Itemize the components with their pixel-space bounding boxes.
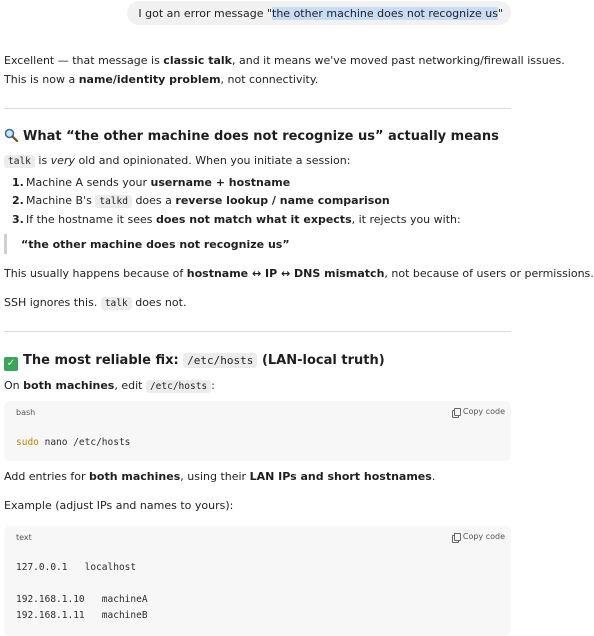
code-text: nano /etc/hosts bbox=[38, 437, 131, 448]
text: This usually happens because of bbox=[4, 267, 187, 280]
code-block-text bbox=[4, 526, 511, 636]
code-line: 192.168.1.11 machineB bbox=[16, 610, 148, 621]
user-message-suffix: " bbox=[497, 6, 503, 20]
intro-bold: name/identity problem bbox=[78, 73, 221, 86]
divider bbox=[4, 108, 511, 109]
code-block-bash bbox=[4, 401, 511, 461]
text: . bbox=[431, 470, 436, 483]
list-number: 1. bbox=[12, 176, 24, 189]
intro-bold: classic talk bbox=[163, 54, 232, 67]
bold-text: hostname ↔ IP ↔ DNS mismatch bbox=[186, 267, 385, 280]
code-line: 127.0.0.1 localhost bbox=[16, 562, 137, 573]
section-heading-fix bbox=[4, 352, 385, 371]
intro-text: This is now a bbox=[4, 73, 79, 86]
copy-icon bbox=[452, 408, 460, 416]
text: is bbox=[34, 154, 51, 167]
text: , edit bbox=[114, 379, 146, 392]
bold-text: does not match what it expects bbox=[155, 213, 352, 226]
text: If the hostname it sees bbox=[26, 213, 156, 226]
text: : bbox=[211, 379, 215, 392]
list-number: 3. bbox=[12, 213, 24, 226]
bold-text: reverse lookup / name comparison bbox=[175, 194, 390, 207]
text: Machine A sends your bbox=[26, 176, 151, 189]
copy-code-label: Copy code bbox=[462, 407, 505, 416]
text: does a bbox=[131, 194, 176, 207]
text: does not. bbox=[131, 296, 187, 309]
section-heading-meaning bbox=[4, 128, 499, 145]
intro-text: , not connectivity. bbox=[220, 73, 319, 86]
talk-description bbox=[4, 154, 350, 169]
code-line bbox=[16, 435, 130, 451]
inline-code: /etc/hosts bbox=[183, 353, 257, 368]
code-keyword: sudo bbox=[16, 437, 39, 448]
copy-code-button[interactable] bbox=[452, 407, 505, 416]
bold-text: LAN IPs and short hostnames bbox=[249, 470, 432, 483]
text: old and opinionated. When you initiate a session: bbox=[74, 154, 351, 167]
user-message-highlight: the other machine does not recognize us bbox=[272, 6, 498, 20]
text: Add entries for bbox=[4, 470, 90, 483]
intro-text: , and it means we've moved past networking/firewall issues. bbox=[232, 54, 565, 67]
copy-code-button[interactable] bbox=[452, 532, 505, 541]
list-item bbox=[12, 213, 461, 227]
user-message-prefix: I got an error message " bbox=[138, 6, 273, 20]
list-number: 2. bbox=[12, 194, 24, 207]
error-quote: “the other machine does not recognize us” bbox=[4, 234, 290, 254]
cause-paragraph bbox=[4, 267, 594, 281]
section-heading-text: (LAN-local truth) bbox=[257, 353, 385, 368]
inline-code: /etc/hosts bbox=[146, 380, 211, 393]
intro-text: Excellent — that message is bbox=[4, 54, 164, 67]
ssh-paragraph bbox=[4, 296, 186, 311]
intro-line-1 bbox=[4, 54, 565, 68]
add-entries-paragraph bbox=[4, 470, 435, 484]
code-language-label: text bbox=[16, 533, 32, 542]
check-mark-icon: ✓ bbox=[4, 357, 18, 371]
intro-line-2 bbox=[4, 73, 318, 87]
text: On bbox=[4, 379, 24, 392]
copy-icon bbox=[452, 533, 460, 541]
magnifier-icon bbox=[4, 128, 18, 142]
bold-text: both machines bbox=[23, 379, 115, 392]
code-language-label: bash bbox=[16, 408, 36, 417]
text: , it rejects you with: bbox=[351, 213, 461, 226]
bold-text: both machines bbox=[89, 470, 181, 483]
list-item bbox=[12, 194, 390, 209]
example-paragraph: Example (adjust IPs and names to yours): bbox=[4, 499, 234, 512]
inline-code: talk bbox=[101, 297, 132, 310]
italic-text: very bbox=[50, 154, 75, 167]
code-line: 192.168.1.10 machineA bbox=[16, 594, 148, 605]
inline-code: talk bbox=[4, 155, 35, 168]
list-item bbox=[12, 176, 290, 190]
text: , using their bbox=[180, 470, 250, 483]
user-message-bubble bbox=[127, 1, 511, 25]
copy-code-label: Copy code bbox=[462, 532, 505, 541]
bold-text: username + hostname bbox=[150, 176, 291, 189]
text: SSH ignores this. bbox=[4, 296, 101, 309]
text: , not because of users or permissions. bbox=[384, 267, 594, 280]
section-heading-text: The most reliable fix: bbox=[23, 353, 184, 368]
divider bbox=[4, 331, 511, 332]
text: Machine B's bbox=[26, 194, 96, 207]
edit-hosts-paragraph bbox=[4, 379, 215, 394]
inline-code: talkd bbox=[95, 195, 132, 208]
section-heading-text: What “the other machine does not recognize us” actually means bbox=[23, 129, 499, 144]
